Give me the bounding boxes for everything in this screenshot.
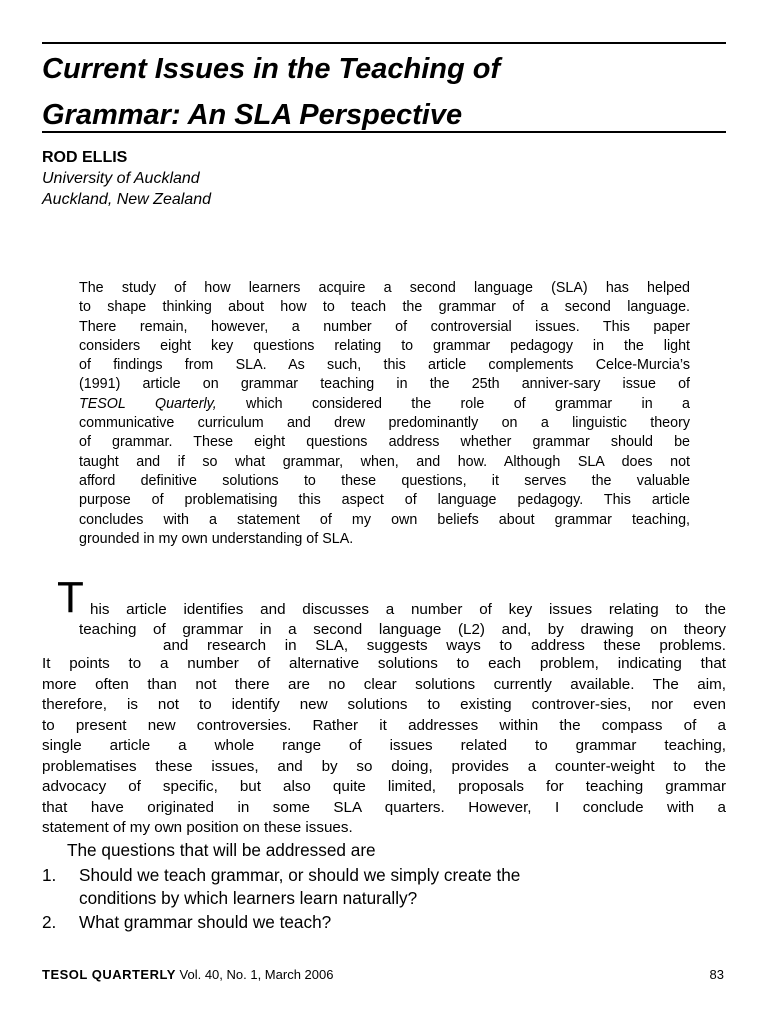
body-line-last: statement of my own position on these issues. [42,819,353,836]
body-line: single article a whole range of issues related to grammar teaching, [42,737,726,754]
abstract-line: The study of how learners acquire a second language (SLA) has helped [79,280,690,296]
footer-issue: Vol. 40, No. 1, March 2006 [175,967,334,982]
abstract-line: There remain, however, a number of controversial issues. This paper [79,318,690,335]
questions-intro: The questions that will be addressed are [67,840,376,860]
body-intro-line-2: teaching of grammar in a second language (L2) and, by drawing on theory [79,621,726,638]
abstract-line: of findings from SLA. As such, this article complements Celce-Murcia’s [79,357,690,374]
body-line: to present new controversies. Rather it addresses within the compass of a [42,716,726,734]
author-name: ROD ELLIS [42,149,128,166]
abstract-line-journal-ref: TESOL Quarterly, which considered the role of grammar in a [79,395,690,412]
question-text-cont: conditions by which learners learn naturally? [79,888,418,908]
body-intro-line-1: his article identifies and discusses a number of key issues relating to the [90,601,726,618]
body-paragraph [42,654,726,839]
question-number: 2. [42,912,57,932]
abstract-line: concludes with a statement of my own beliefs about grammar teaching, [79,511,690,528]
title-line-1: Current Issues in the Teaching of [42,53,501,85]
body-line: advocacy of specific, but also quite limited, proposals for teaching grammar [42,778,726,795]
body-intro-line-3: and research in SLA, suggests ways to address these problems. [163,637,726,654]
abstract-line: afford definitive solutions to these questions, it serves the valuable [79,472,690,489]
top-rule [42,42,726,44]
journal-name-italic: TESOL Quarterly, [79,395,217,412]
abstract-line: communicative curriculum and drew predominantly on a linguistic theory [79,415,690,432]
author-affiliation-university: University of Auckland [42,170,200,187]
abstract-line: grounded in my own understanding of SLA. [79,530,354,547]
question-number: 1. [42,865,57,885]
body-line: more often than not there are no clear solutions currently available. The aim, [42,675,726,693]
footer-journal: TESOL QUARTERLY [42,967,176,982]
question-text: Should we teach grammar, or should we simply create the [79,865,521,885]
abstract-line: to shape thinking about how to teach the grammar of a second language. [79,299,690,316]
abstract-line: of grammar. These eight questions address whether grammar should be [79,434,690,451]
body-line: problematises these issues, and by so doing, provides a counter-weight to the [42,757,726,775]
title-bottom-rule [42,131,726,133]
question-text: What grammar should we teach? [79,912,332,932]
abstract-line: taught and if so what grammar, when, and how. Although SLA does not [79,453,690,470]
author-affiliation-location: Auckland, New Zealand [42,191,211,208]
page-footer [42,966,726,984]
abstract-line: purpose of problematising this aspect of language pedagogy. This article [79,492,690,509]
article-title [42,46,726,138]
page-number: 83 [709,967,724,982]
abstract [79,279,690,549]
body-line: It points to a number of alternative solutions to each problem, indicating that [42,655,726,672]
body-line: therefore, is not to identify new solutions to existing controver-sies, nor even [42,696,726,713]
abstract-line: (1991) article on grammar teaching in the 25th anniver-sary issue of [79,376,690,393]
title-line-2: Grammar: An SLA Perspective [42,99,463,131]
abstract-line: considers eight key questions relating to grammar pedagogy in the light [79,337,690,354]
drop-cap: T [57,573,84,622]
body-line: that have originated in some SLA quarters. However, I conclude with a [42,798,726,816]
